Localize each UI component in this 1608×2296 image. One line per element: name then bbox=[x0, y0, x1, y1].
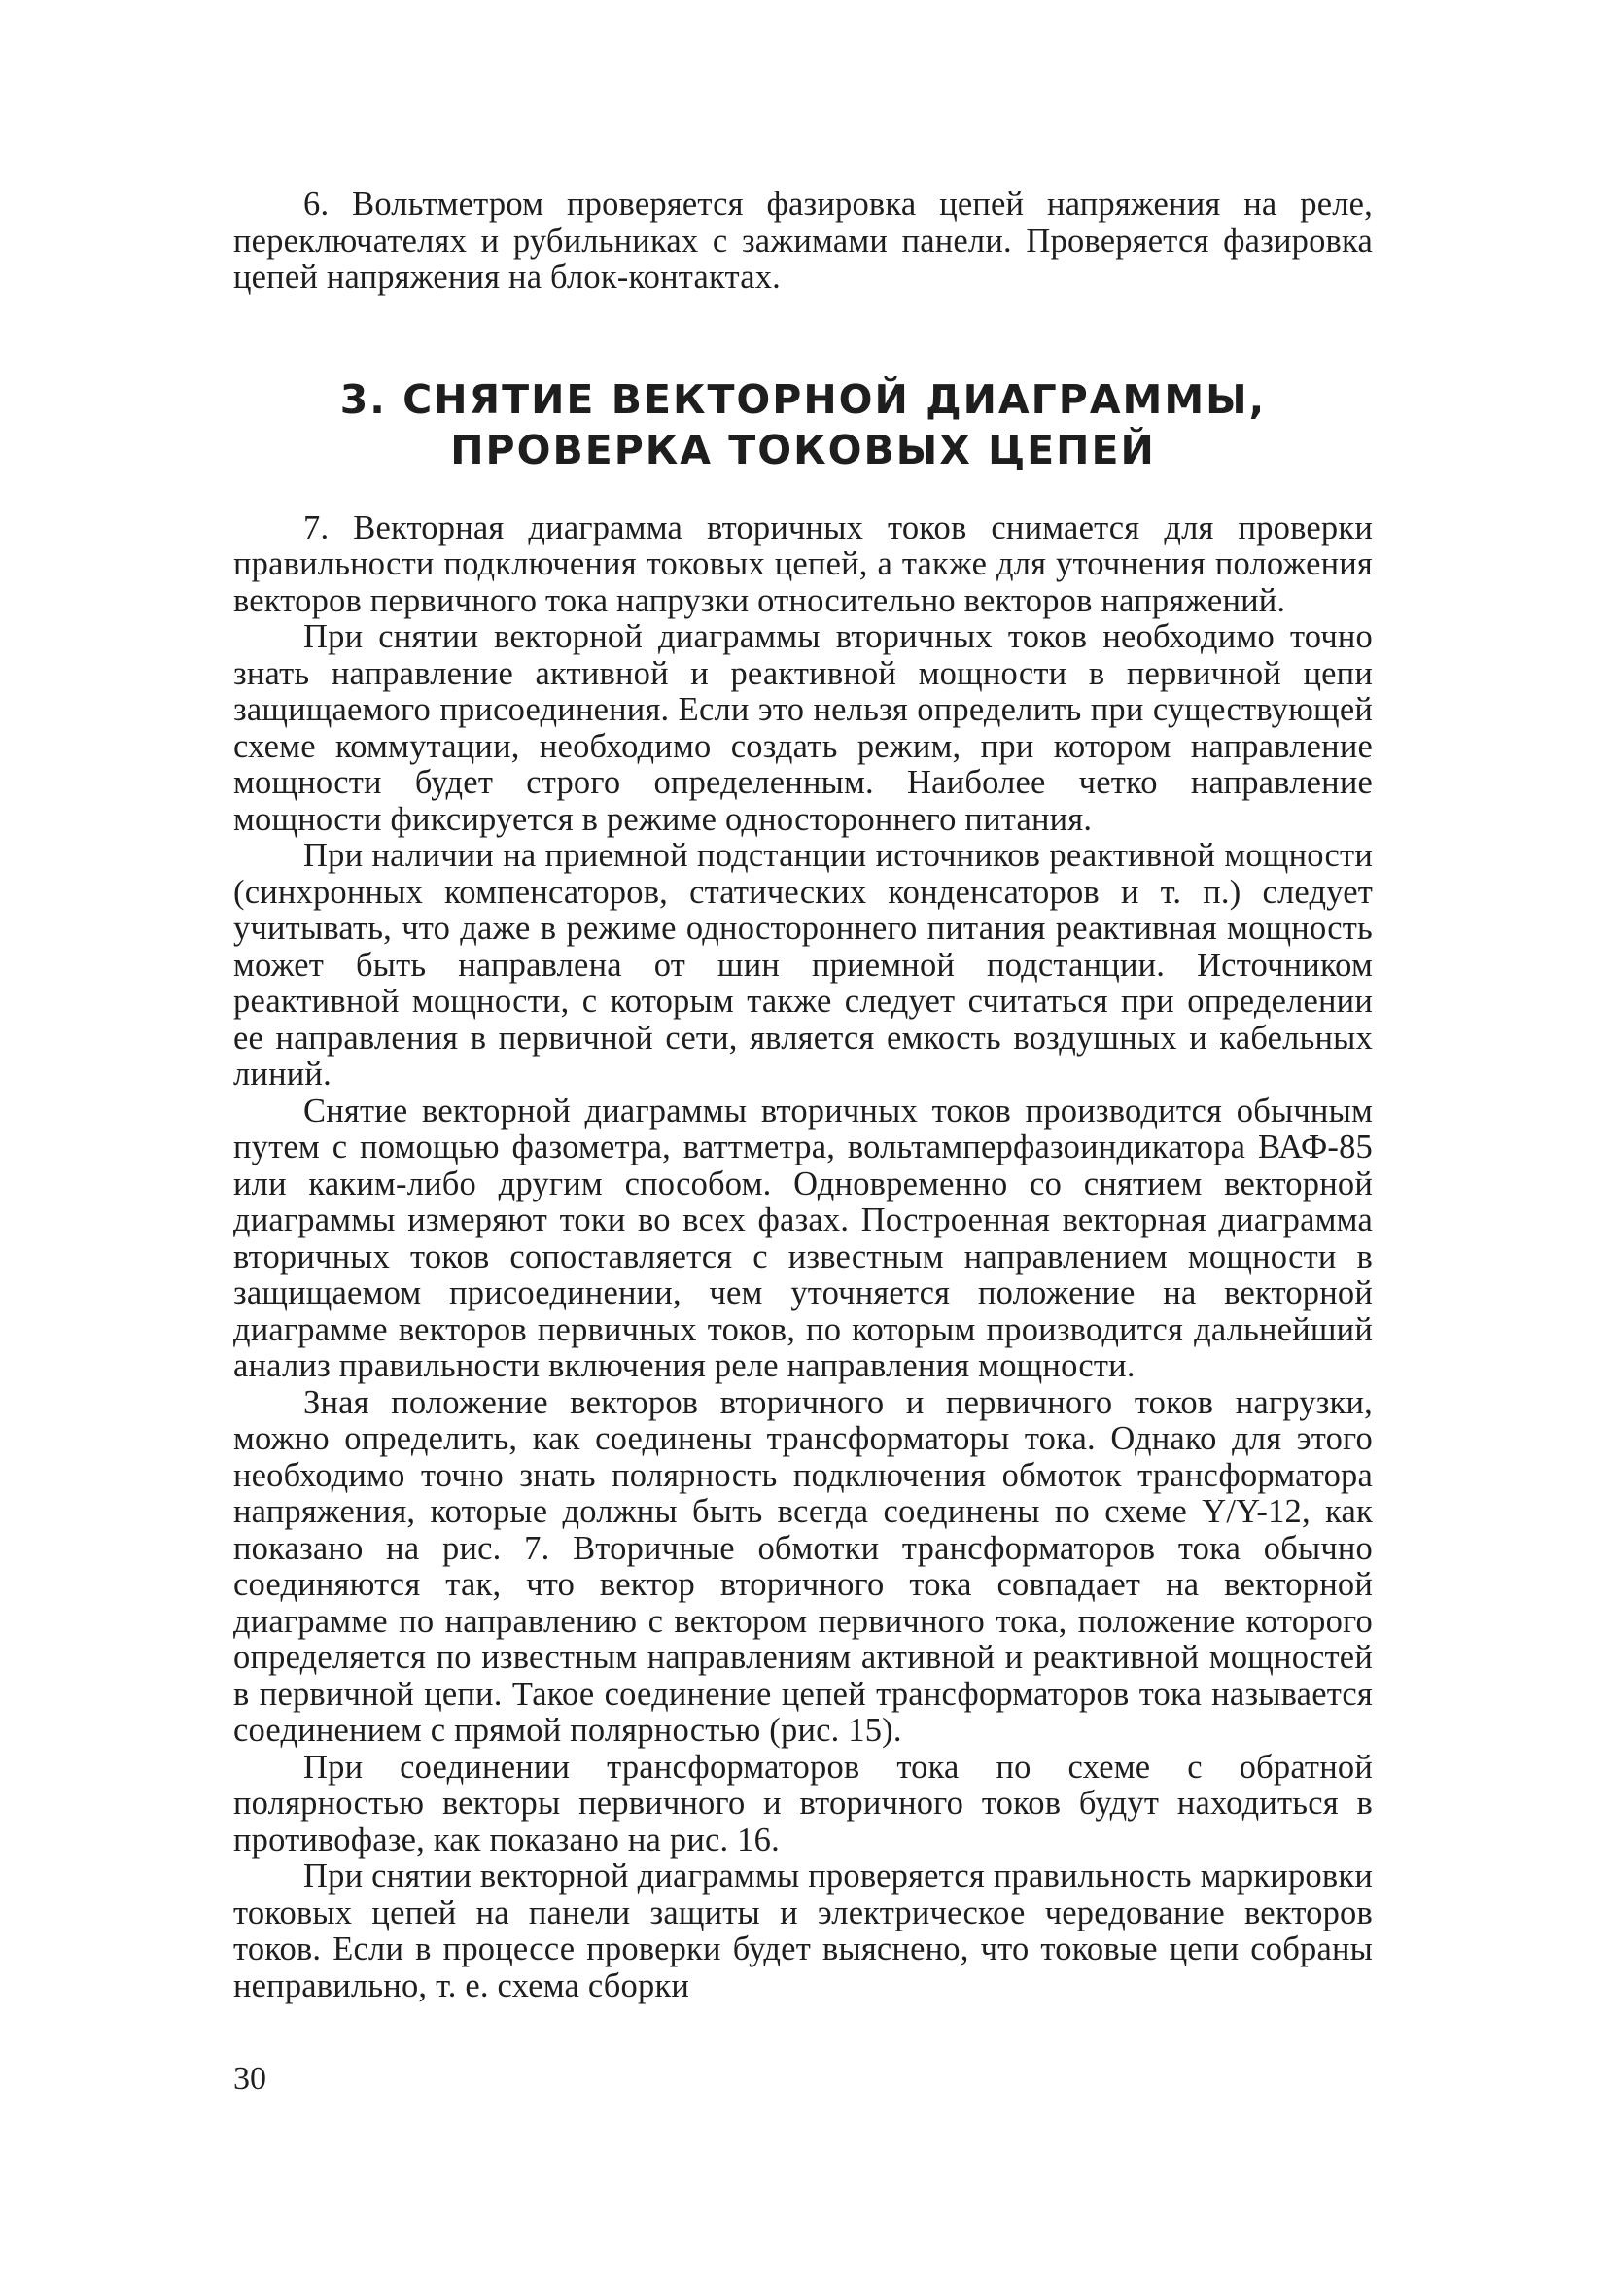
paragraph: При снятии векторной диаграммы вторичных токов необходимо точно знать направление активной и реактивной мощности в первичной цепи защищаемого присоединения. Если это нельзя определить при существующей схеме коммутации, необходимо создать режим, при котором направление мощности будет строго определенным. Наиболее четко направление мощности фиксируется в режиме одностороннего питания. bbox=[233, 618, 1373, 838]
page-body bbox=[233, 187, 1373, 2004]
paragraph-7: 7. Векторная диаграмма вторичных токов снимается для проверки правильности подключения токовых цепей, а также для уточнения положения векторов первичного тока напрузки относительно векторов напряжений. bbox=[233, 508, 1373, 619]
paragraph: При снятии векторной диаграммы проверяется правильность маркировки токовых цепей на панели защиты и электрическое чередование векторов токов. Если в процессе проверки будет выяснено, что токовые цепи собраны неправильно, т. е. схема сборки bbox=[233, 1858, 1373, 2004]
paragraph: При наличии на приемной подстанции источников реактивной мощности (синхронных компенсаторов, статических конденсаторов и т. п.) следует учитывать, что даже в режиме одностороннего питания реактивная мощность может быть направлена от шин приемной подстанции. Источником реактивной мощности, с которым также следует считаться при определении ее направления в первичной сети, является емкость воздушных и кабельных линий. bbox=[233, 837, 1373, 1093]
paragraph-6: 6. Вольтметром проверяется фазировка цепей напряжения на реле, переключателях и рубильниках с зажимами панели. Проверяется фазировка цепей напряжения на блок-контактах. bbox=[233, 186, 1373, 296]
paragraph: При соединении трансформаторов тока по схеме с обратной полярностью векторы первичного и вторичного токов будут находиться в противофазе, как показано на рис. 16. bbox=[233, 1748, 1373, 1859]
page-number: 30 bbox=[233, 2061, 266, 2097]
paragraph: Снятие векторной диаграммы вторичных токов производится обычным путем с помощью фазометра, ваттметра, вольтамперфазоиндикатора ВАФ-85 или каким-либо другим способом. Одновременно со снятием векторной диаграммы измеряют токи во всех фазах. Построенная векторная диаграмма вторичных токов сопоставляется с известным направлением мощности в защищаемом присоединении, чем уточняется положение на векторной диаграмме векторов первичных токов, по которым производится дальнейший анализ правильности включения реле направления мощности. bbox=[233, 1092, 1373, 1384]
paragraph: Зная положение векторов вторичного и первичного токов нагрузки, можно определить, как соединены трансформаторы тока. Однако для этого необходимо точно знать полярность подключения обмоток трансформатора напряжения, которые должны быть всегда соединены по схеме Y/Y-12, как показано на рис. 7. Вторичные обмотки трансформаторов тока обычно соединяются так, что вектор вторичного тока совпадает на векторной диаграмме по направлению с вектором первичного тока, положение которого определяется по известным направлениям активной и реактивной мощностей в первичной цепи. Такое соединение цепей трансформаторов тока называется соединением с прямой полярностью (рис. 15). bbox=[233, 1383, 1373, 1749]
section-heading: 3. СНЯТИЕ ВЕКТОРНОЙ ДИАГРАММЫ, ПРОВЕРКА ТОКОВЫХ ЦЕПЕЙ bbox=[339, 375, 1267, 473]
